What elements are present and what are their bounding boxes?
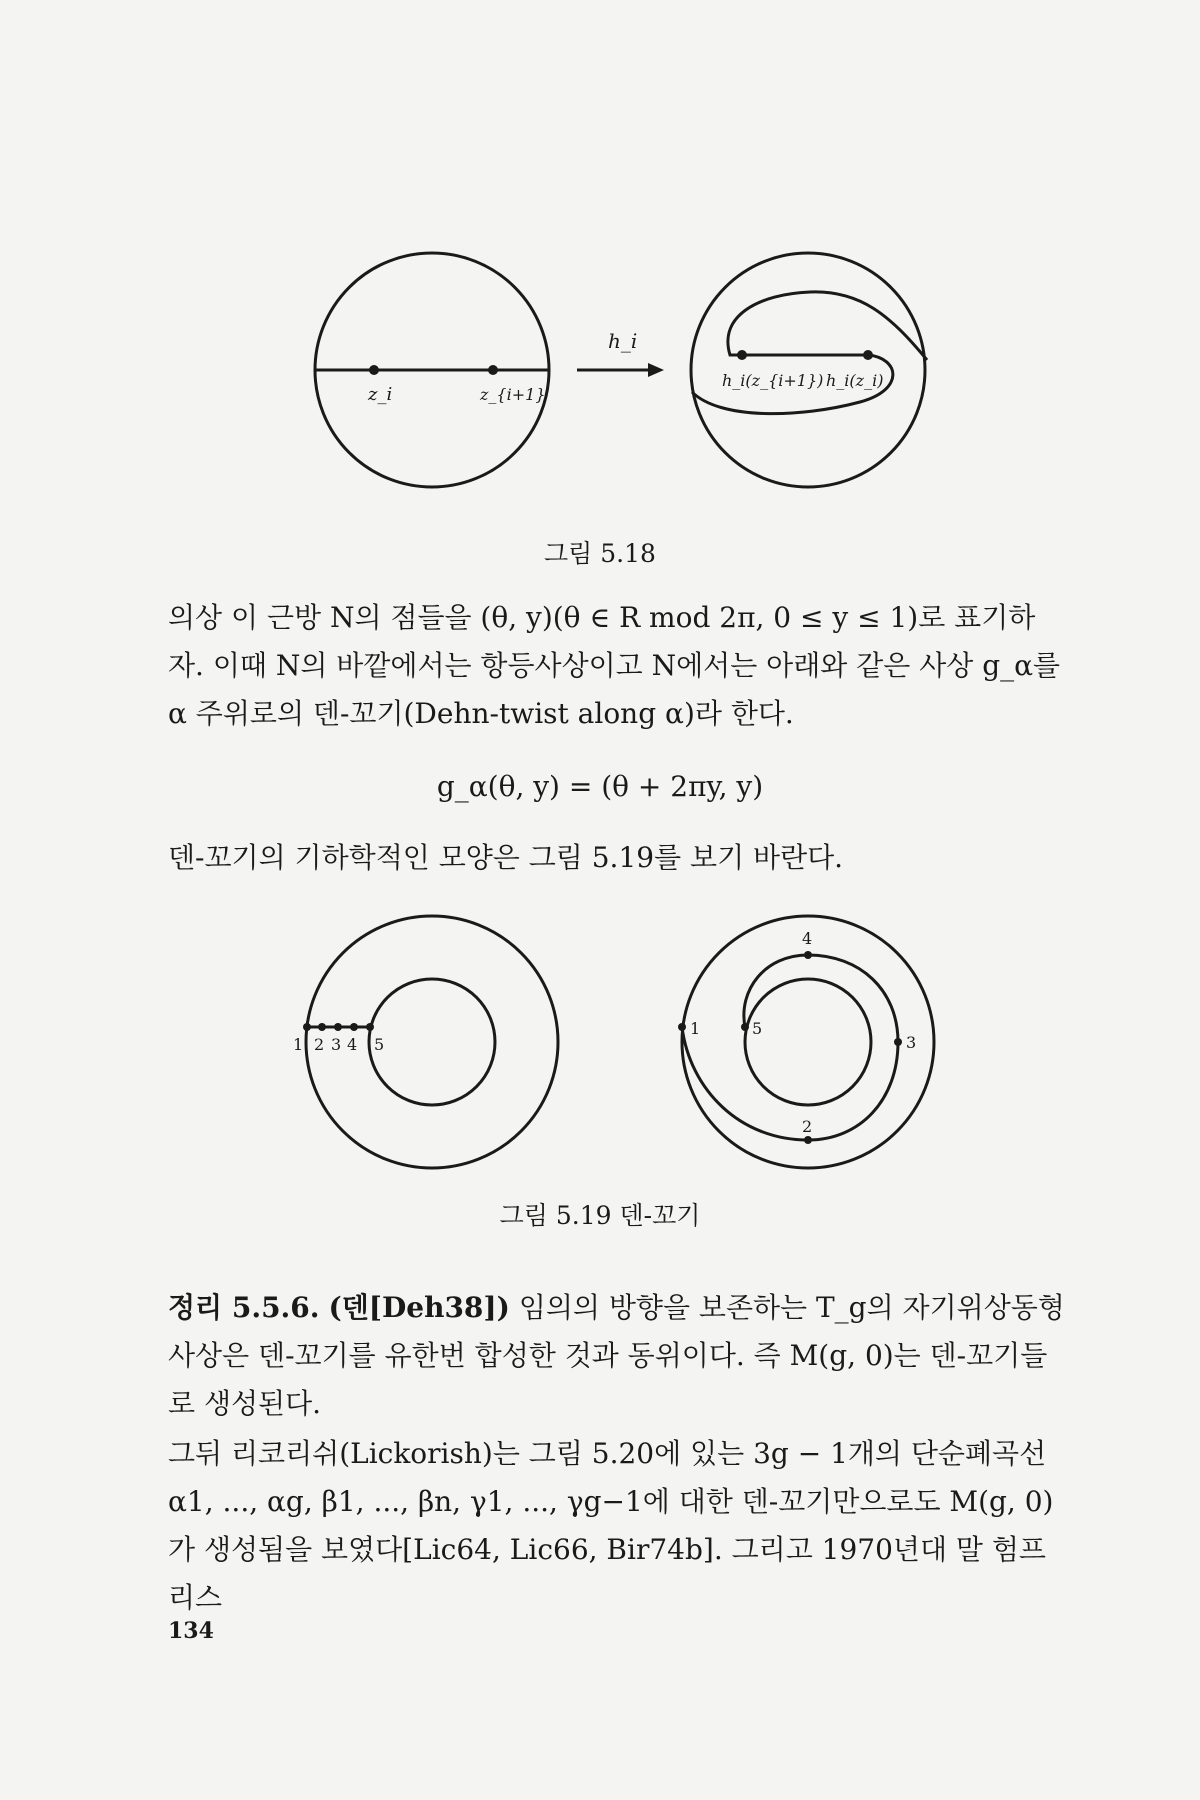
right-inner-circle — [745, 979, 871, 1105]
paragraph-2: 덴-꼬기의 기하학적인 모양은 그림 5.19를 보기 바란다. — [168, 841, 844, 874]
figure-5-19-caption: 그림 5.19 덴-꼬기 — [499, 1201, 701, 1230]
label-hzi1: h_i(z_{i+1}) — [722, 371, 824, 390]
right-label-5: 5 — [752, 1019, 763, 1038]
left-outer-circle — [306, 916, 558, 1168]
label-zi1: z_{i+1} — [480, 385, 546, 404]
right-pt-3 — [894, 1038, 902, 1046]
page-number: 134 — [168, 1618, 214, 1644]
left-pt-5 — [366, 1023, 374, 1031]
arrow-head — [648, 363, 664, 377]
label-hzi: h_i(z_i) — [826, 371, 884, 390]
left-pt-3 — [334, 1023, 342, 1031]
left-inner-circle — [369, 979, 495, 1105]
left-label-2: 2 — [314, 1035, 325, 1054]
equation-dehn-twist: g_α(θ, y) = (θ + 2πy, y) — [436, 770, 764, 803]
figure-5-18-caption: 그림 5.18 — [544, 539, 656, 568]
label-zi: z_i — [368, 384, 393, 405]
right-label-1: 1 — [690, 1019, 701, 1038]
image-curve — [692, 292, 927, 414]
right-pt-4 — [804, 951, 812, 959]
point-hzi — [863, 350, 873, 360]
theorem-label: 정리 5.5.6. — [168, 1291, 320, 1324]
right-pt-2 — [804, 1136, 812, 1144]
theorem-text: 임의의 방향을 보존하는 T_g의 자기위상동형사상은 덴-꼬기를 유한번 합성한 것과 동위이다. 즉 M(g, 0)는 덴-꼬기들로 생성된다. — [168, 1291, 1065, 1420]
left-label-3: 3 — [331, 1035, 342, 1054]
point-hzi1 — [737, 350, 747, 360]
figure-5-19 — [0, 900, 1200, 1190]
paragraph-3: 그뒤 리코리쉬(Lickorish)는 그림 5.20에 있는 3g − 1개의 단순폐곡선 α1, ..., αg, β1, ..., βn, γ1, ..., γg−1에 대한 덴-꼬기만으로도 M(g, 0)가 생성됨을 보였다[Lic64, Lic66, Bir74b]. 그리고 1970년대 말 험프리스 — [168, 1437, 1054, 1614]
left-pt-1 — [303, 1023, 311, 1031]
theorem-5-5-6 — [168, 1284, 1068, 1428]
right-pt-5 — [741, 1023, 749, 1031]
point-zi — [369, 365, 379, 375]
theorem-ref: (덴[Deh38]) — [328, 1291, 510, 1324]
label-hi: h_i — [608, 329, 638, 353]
right-label-2: 2 — [802, 1117, 813, 1136]
right-disk — [691, 253, 925, 487]
right-pt-1 — [678, 1023, 686, 1031]
paragraph-1: 의상 이 근방 N의 점들을 (θ, y)(θ ∈ R mod 2π, 0 ≤ y ≤ 1)로 표기하자. 이때 N의 바깥에서는 항등사상이고 N에서는 아래와 같은 사상 g_α를 α 주위로의 덴-꼬기(Dehn-twist along α)라 한다. — [168, 601, 1061, 730]
point-zi1 — [488, 365, 498, 375]
figure-5-18 — [0, 230, 1200, 520]
right-label-3: 3 — [906, 1033, 917, 1052]
left-pt-4 — [350, 1023, 358, 1031]
right-label-4: 4 — [802, 929, 813, 948]
left-label-5: 5 — [374, 1035, 385, 1054]
left-label-1: 1 — [293, 1035, 304, 1054]
left-label-4: 4 — [347, 1035, 358, 1054]
left-pt-2 — [318, 1023, 326, 1031]
